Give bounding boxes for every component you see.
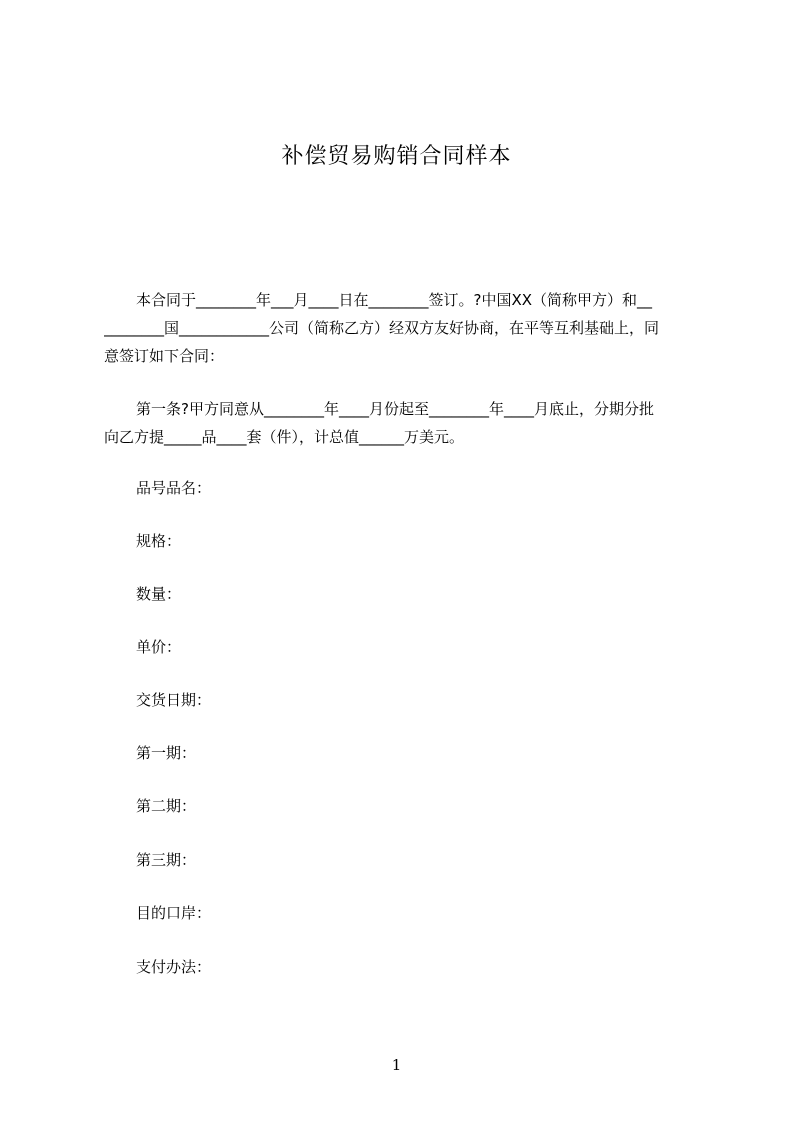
field-spec: 规格： <box>136 532 182 550</box>
document-title: 补偿贸易购销合同样本 <box>281 144 512 169</box>
field-product-name: 品号品名： <box>136 479 212 497</box>
field-destination-port: 目的口岸： <box>136 904 212 922</box>
field-delivery-date: 交货日期： <box>136 691 212 709</box>
intro-line-2: ________国____________公司（简称乙方）经双方友好协商，在平等互利基础上，同 <box>104 319 660 337</box>
field-phase-3: 第三期： <box>136 851 197 869</box>
field-phase-1: 第一期： <box>136 744 197 762</box>
field-payment-method: 支付办法： <box>136 958 212 976</box>
article-1-paragraph <box>104 395 698 451</box>
intro-line-1: 本合同于________年___月____日在________签订。?中国XX（简称甲方）和__ <box>136 291 653 309</box>
article-1-line-1: 第一条?甲方同意从________年____月份起至________年____月底止，分期分批 <box>136 400 654 418</box>
field-phase-2: 第二期： <box>136 797 197 815</box>
field-unit-price: 单价： <box>136 638 182 656</box>
article-1-line-2: 向乙方提_____品____套（件），计总值______万美元。 <box>104 428 465 446</box>
intro-paragraph <box>104 286 698 370</box>
intro-line-3: 意签订如下合同： <box>104 347 225 365</box>
field-quantity: 数量： <box>136 585 182 603</box>
page-number: 1 <box>391 1056 402 1074</box>
